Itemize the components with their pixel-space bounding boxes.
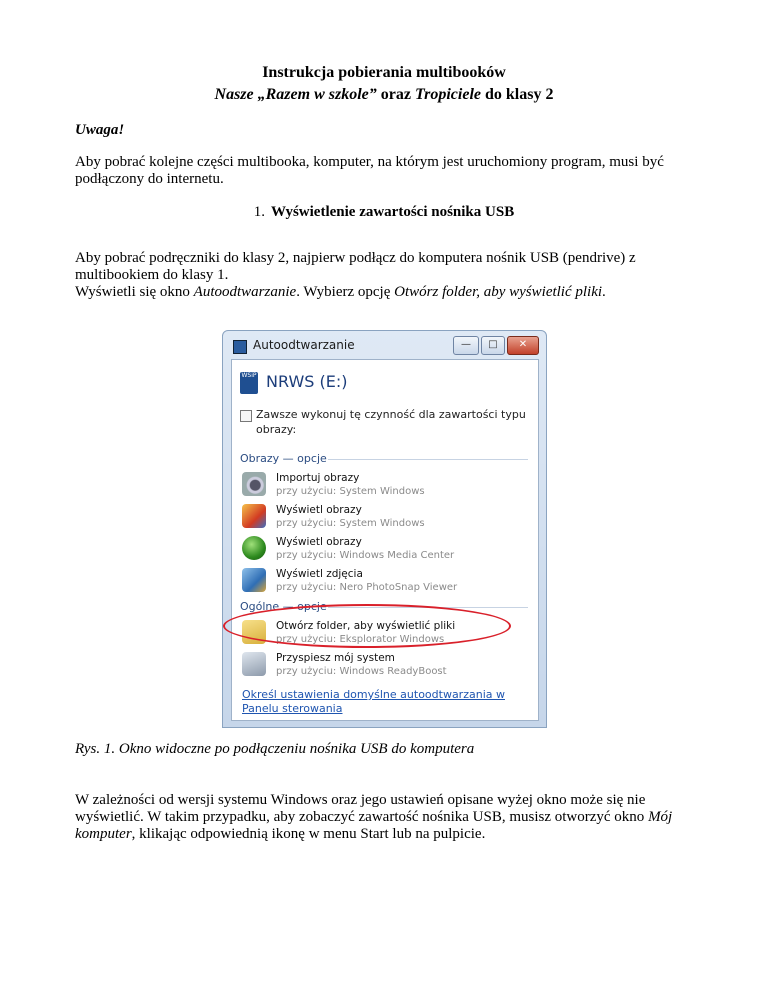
link-line-1: Określ ustawienia domyślne autoodtwarzania w bbox=[242, 688, 505, 701]
text-run: Wyświetli się okno bbox=[75, 284, 194, 300]
highlight-oval bbox=[223, 604, 511, 648]
option-subtitle: przy użyciu: Windows ReadyBoost bbox=[276, 666, 447, 677]
autoplay-settings-link[interactable] bbox=[242, 688, 522, 716]
option-subtitle: przy użyciu: System Windows bbox=[276, 486, 425, 497]
photosnap-icon bbox=[242, 568, 266, 592]
section-number: 1. bbox=[253, 204, 266, 220]
text-run: . bbox=[602, 284, 606, 300]
window-name-italic: Autoodtwarzanie bbox=[193, 284, 297, 300]
option-view-photos[interactable]: Wyświetl zdjęcia bbox=[276, 568, 363, 580]
paragraph-2-line-3 bbox=[75, 284, 695, 301]
option-subtitle: przy użyciu: Windows Media Center bbox=[276, 550, 455, 561]
picture-viewer-icon bbox=[242, 504, 266, 528]
drive-badge-text: WSiP bbox=[241, 372, 257, 379]
paragraph-3-line-3 bbox=[75, 826, 705, 843]
option-view-pictures-media-center[interactable]: Wyświetl obrazy bbox=[276, 536, 362, 548]
option-import-pictures[interactable]: Importuj obrazy bbox=[276, 472, 360, 484]
always-do-label[interactable] bbox=[256, 407, 526, 437]
option-subtitle: przy użyciu: Eksplorator Windows bbox=[276, 634, 445, 645]
option-subtitle: przy użyciu: Nero PhotoSnap Viewer bbox=[276, 582, 458, 593]
always-do-checkbox[interactable] bbox=[240, 410, 252, 422]
document-subtitle bbox=[0, 86, 768, 104]
checkbox-label-line-2: obrazy: bbox=[256, 423, 297, 436]
figure-caption: Rys. 1. Okno widoczne po podłączeniu nośnika USB do komputera bbox=[75, 741, 475, 757]
title-line1: Instrukcja pobierania multibooków bbox=[262, 64, 506, 81]
text-run: wyświetlić. W takim przypadku, aby zobaczyć zawartość nośnika USB, musisz otworzyć okno bbox=[75, 809, 649, 825]
autoplay-window bbox=[222, 330, 547, 728]
option-subtitle: przy użyciu: System Windows bbox=[276, 518, 425, 529]
title-series-name: Nasze „Razem w szkole” bbox=[214, 86, 377, 103]
paragraph-1-line-2: podłączony do internetu. bbox=[75, 171, 224, 187]
title-connector: oraz bbox=[376, 86, 415, 103]
option-view-pictures[interactable]: Wyświetl obrazy bbox=[276, 504, 362, 516]
camera-icon bbox=[242, 472, 266, 496]
group-title-images: Obrazy — opcje bbox=[240, 452, 327, 465]
drive-icon bbox=[240, 372, 258, 394]
note-label: Uwaga! bbox=[75, 122, 125, 138]
paragraph-1-line-1: Aby pobrać kolejne części multibooka, komputer, na którym jest uruchomiony program, musi być bbox=[75, 154, 664, 170]
minimize-button[interactable]: — bbox=[453, 336, 479, 355]
paragraph-3-line-1: W zależności od wersji systemu Windows oraz jego ustawień opisane wyżej okno może się nie bbox=[75, 792, 646, 808]
section-title: Wyświetlenie zawartości nośnika USB bbox=[271, 204, 515, 220]
option-speed-up-system[interactable]: Przyspiesz mój system bbox=[276, 652, 395, 664]
group-title-general: Ogólne — opcje bbox=[240, 600, 327, 613]
group-divider bbox=[328, 459, 528, 460]
readyboost-icon bbox=[242, 652, 266, 676]
window-titlebar bbox=[223, 331, 546, 359]
text-run: , klikając odpowiednią ikonę w menu Start lub na pulpicie. bbox=[131, 826, 486, 842]
link-line-2: Panelu sterowania bbox=[242, 702, 343, 715]
media-center-icon bbox=[242, 536, 266, 560]
window-name-italic: komputer bbox=[75, 826, 132, 842]
title-series-name-2: Tropiciele bbox=[414, 86, 481, 103]
text-run: . Wybierz opcję bbox=[296, 284, 395, 300]
paragraph-3 bbox=[75, 792, 705, 843]
window-name-italic: Mój bbox=[648, 809, 673, 825]
maximize-button[interactable]: □ bbox=[481, 336, 505, 355]
paragraph-2 bbox=[75, 250, 695, 301]
autoplay-screenshot bbox=[222, 330, 547, 728]
option-name-italic: Otwórz folder, aby wyświetlić pliki bbox=[394, 284, 603, 300]
paragraph-2-line-1: Aby pobrać podręczniki do klasy 2, najpierw podłącz do komputera nośnik USB (pendrive) z bbox=[75, 250, 636, 266]
paragraph-2-line-2: multibookiem do klasy 1. bbox=[75, 267, 229, 283]
title-grade: do klasy 2 bbox=[481, 86, 554, 103]
autoplay-icon bbox=[233, 340, 247, 354]
document-title bbox=[0, 64, 768, 82]
checkbox-label-line-1: Zawsze wykonuj tę czynność dla zawartości typu bbox=[256, 408, 526, 421]
drive-name: NRWS (E:) bbox=[266, 372, 348, 391]
window-content bbox=[231, 359, 539, 721]
option-open-folder[interactable]: Otwórz folder, aby wyświetlić pliki bbox=[276, 620, 456, 632]
paragraph-3-line-2 bbox=[75, 809, 705, 826]
close-button[interactable]: ✕ bbox=[507, 336, 539, 355]
paragraph-1 bbox=[75, 154, 695, 188]
window-title: Autoodtwarzanie bbox=[253, 338, 355, 352]
section-heading bbox=[0, 204, 768, 221]
